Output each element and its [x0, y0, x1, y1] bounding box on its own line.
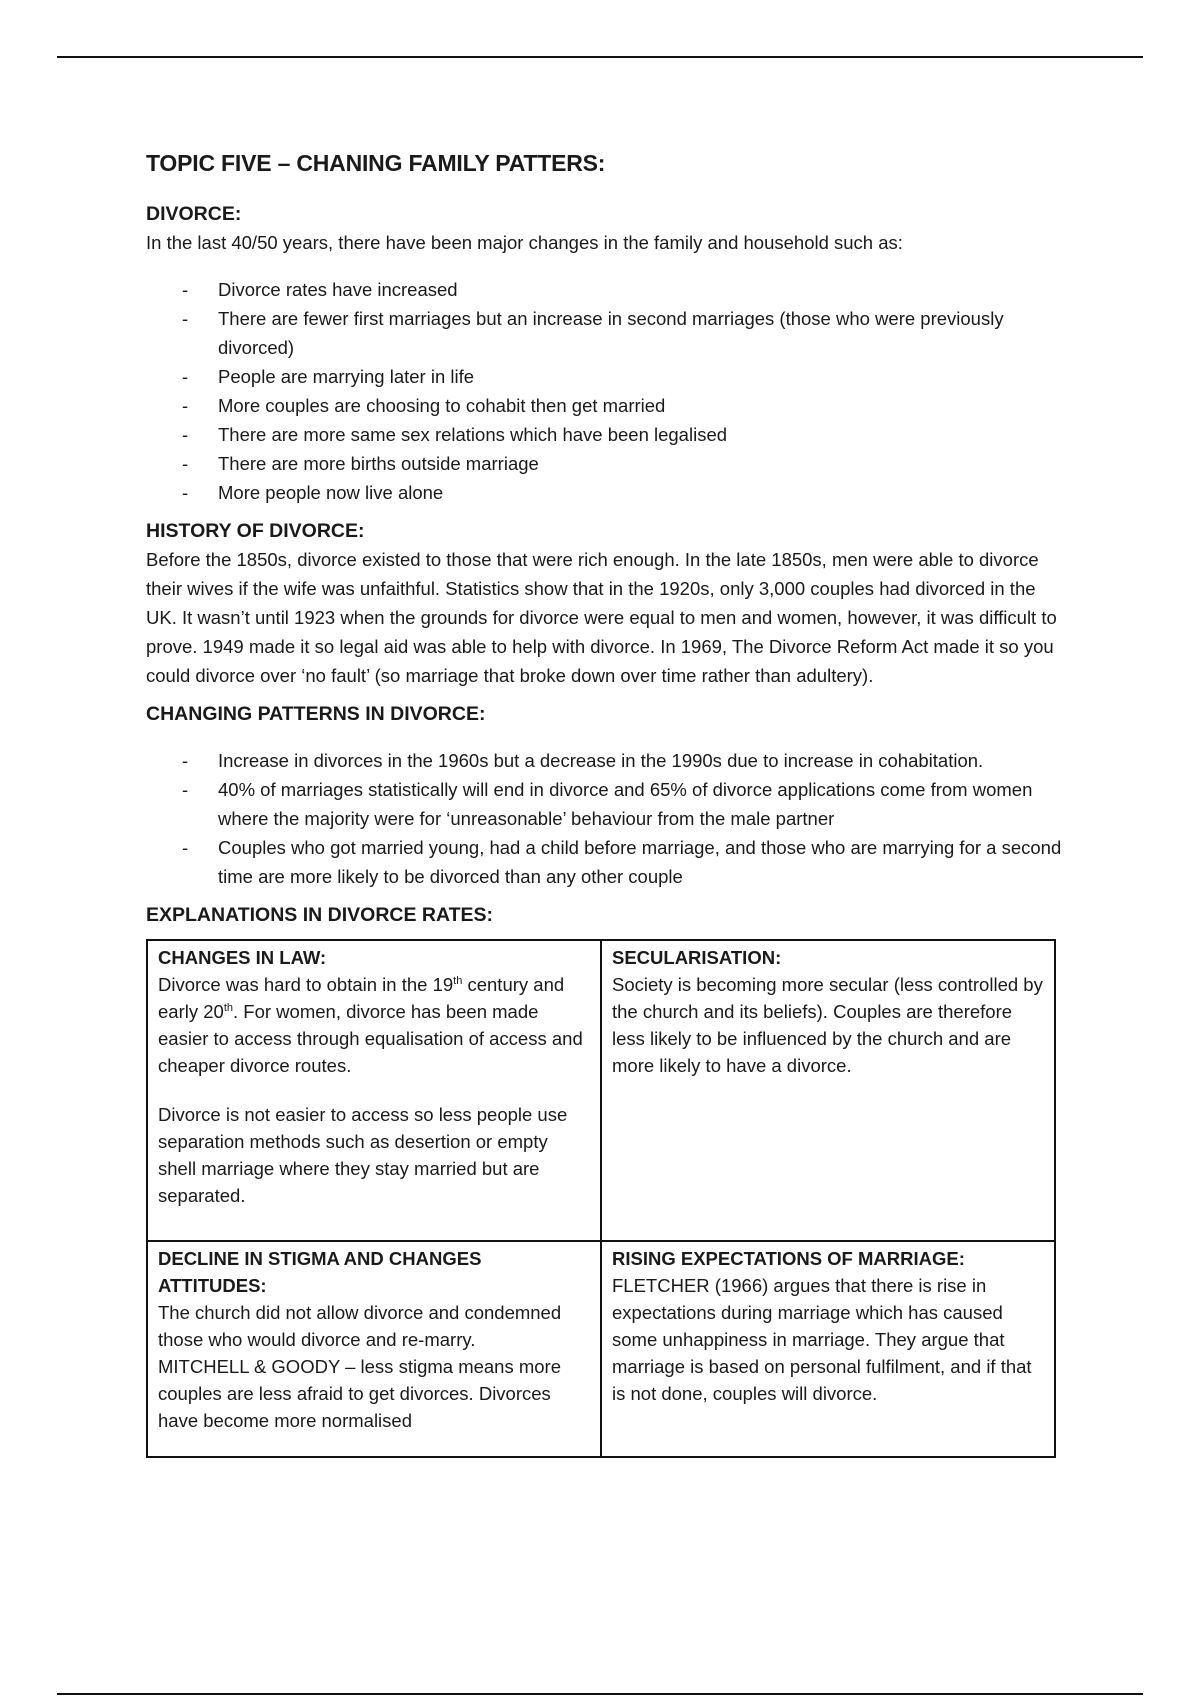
list-item: - Increase in divorces in the 1960s but a decrease in the 1990s due to increase in cohabitation. [146, 746, 1066, 775]
explanations-heading: EXPLANATIONS IN DIVORCE RATES: [146, 904, 494, 926]
patterns-list [146, 746, 1066, 891]
list-item: - People are marrying later in life [146, 362, 1066, 391]
list-item: - There are more same sex relations which have been legalised [146, 420, 1066, 449]
list-item: - Divorce rates have increased [146, 275, 1066, 304]
explanations-table [146, 939, 1056, 1458]
stigma-paragraph-1: The church did not allow divorce and condemned those who would divorce and re-marry. [158, 1302, 562, 1350]
list-item: - More people now live alone [146, 478, 1066, 507]
expectations-text: FLETCHER (1966) argues that there is rise in expectations during marriage which has caused some unhappiness in marriage. They argue that marriage is based on personal fulfilment, and if that is not done, couples will divorce. [612, 1275, 1032, 1404]
expectations-title: RISING EXPECTATIONS OF MARRIAGE: [612, 1248, 965, 1269]
list-item: - Couples who got married young, had a child before marriage, and those who are marrying for a second time are more likely to be divorced than any other couple [146, 833, 1066, 891]
divorce-heading: DIVORCE: [146, 203, 242, 225]
stigma-paragraph-2: MITCHELL & GOODY – less stigma means more couples are less afraid to get divorces. Divorces have become more normalised [158, 1356, 562, 1431]
divorce-intro: In the last 40/50 years, there have been major changes in the family and household such as: [146, 232, 903, 253]
secularisation-cell [601, 940, 1055, 1241]
history-paragraph: Before the 1850s, divorce existed to those that were rich enough. In the late 1850s, men were able to divorce their wives if the wife was unfaithful. Statistics show that in the 1920s, only 3,000 couples had divorced in the UK. It wasn’t until 1923 when the grounds for divorce were equal to men and women, however, it was difficult to prove. 1949 made it so legal aid was able to help with divorce. In 1969, The Divorce Reform Act made it so you could divorce over ‘no fault’ (so marriage that broke down over time rather than adultery). [146, 549, 1057, 686]
secularisation-title: SECULARISATION: [612, 947, 782, 968]
list-item: - There are more births outside marriage [146, 449, 1066, 478]
expectations-cell [601, 1241, 1055, 1457]
law-cell [147, 940, 601, 1241]
patterns-heading: CHANGING PATTERNS IN DIVORCE: [146, 703, 486, 725]
list-item: - 40% of marriages statistically will end in divorce and 65% of divorce applications come from women where the majority were for ‘unreasonable’ behaviour from the male partner [146, 775, 1066, 833]
law-title: CHANGES IN LAW: [158, 947, 327, 968]
list-item: - More couples are choosing to cohabit then get married [146, 391, 1066, 420]
stigma-cell [147, 1241, 601, 1457]
law-paragraph-1: Divorce was hard to obtain in the 19th century and early 20th. For women, divorce has been made easier to access through equalisation of access and cheaper divorce routes. [158, 974, 583, 1076]
secularisation-text: Society is becoming more secular (less controlled by the church and its beliefs). Couples are therefore less likely to be influenced by the church and are more likely to have a divorce. [612, 974, 1043, 1076]
stigma-title: DECLINE IN STIGMA AND CHANGES ATTITUDES: [158, 1248, 482, 1296]
document-body [146, 148, 1066, 1458]
law-paragraph-2: Divorce is not easier to access so less people use separation methods such as desertion or empty shell marriage where they stay married but are separated. [158, 1104, 568, 1206]
footer-rule [57, 1693, 1143, 1695]
history-heading: HISTORY OF DIVORCE: [146, 520, 365, 542]
list-item: - There are fewer first marriages but an increase in second marriages (those who were previously divorced) [146, 304, 1066, 362]
divorce-changes-list [146, 275, 1066, 507]
header-rule [57, 56, 1143, 58]
page-title: TOPIC FIVE – CHANING FAMILY PATTERS: [146, 150, 606, 176]
